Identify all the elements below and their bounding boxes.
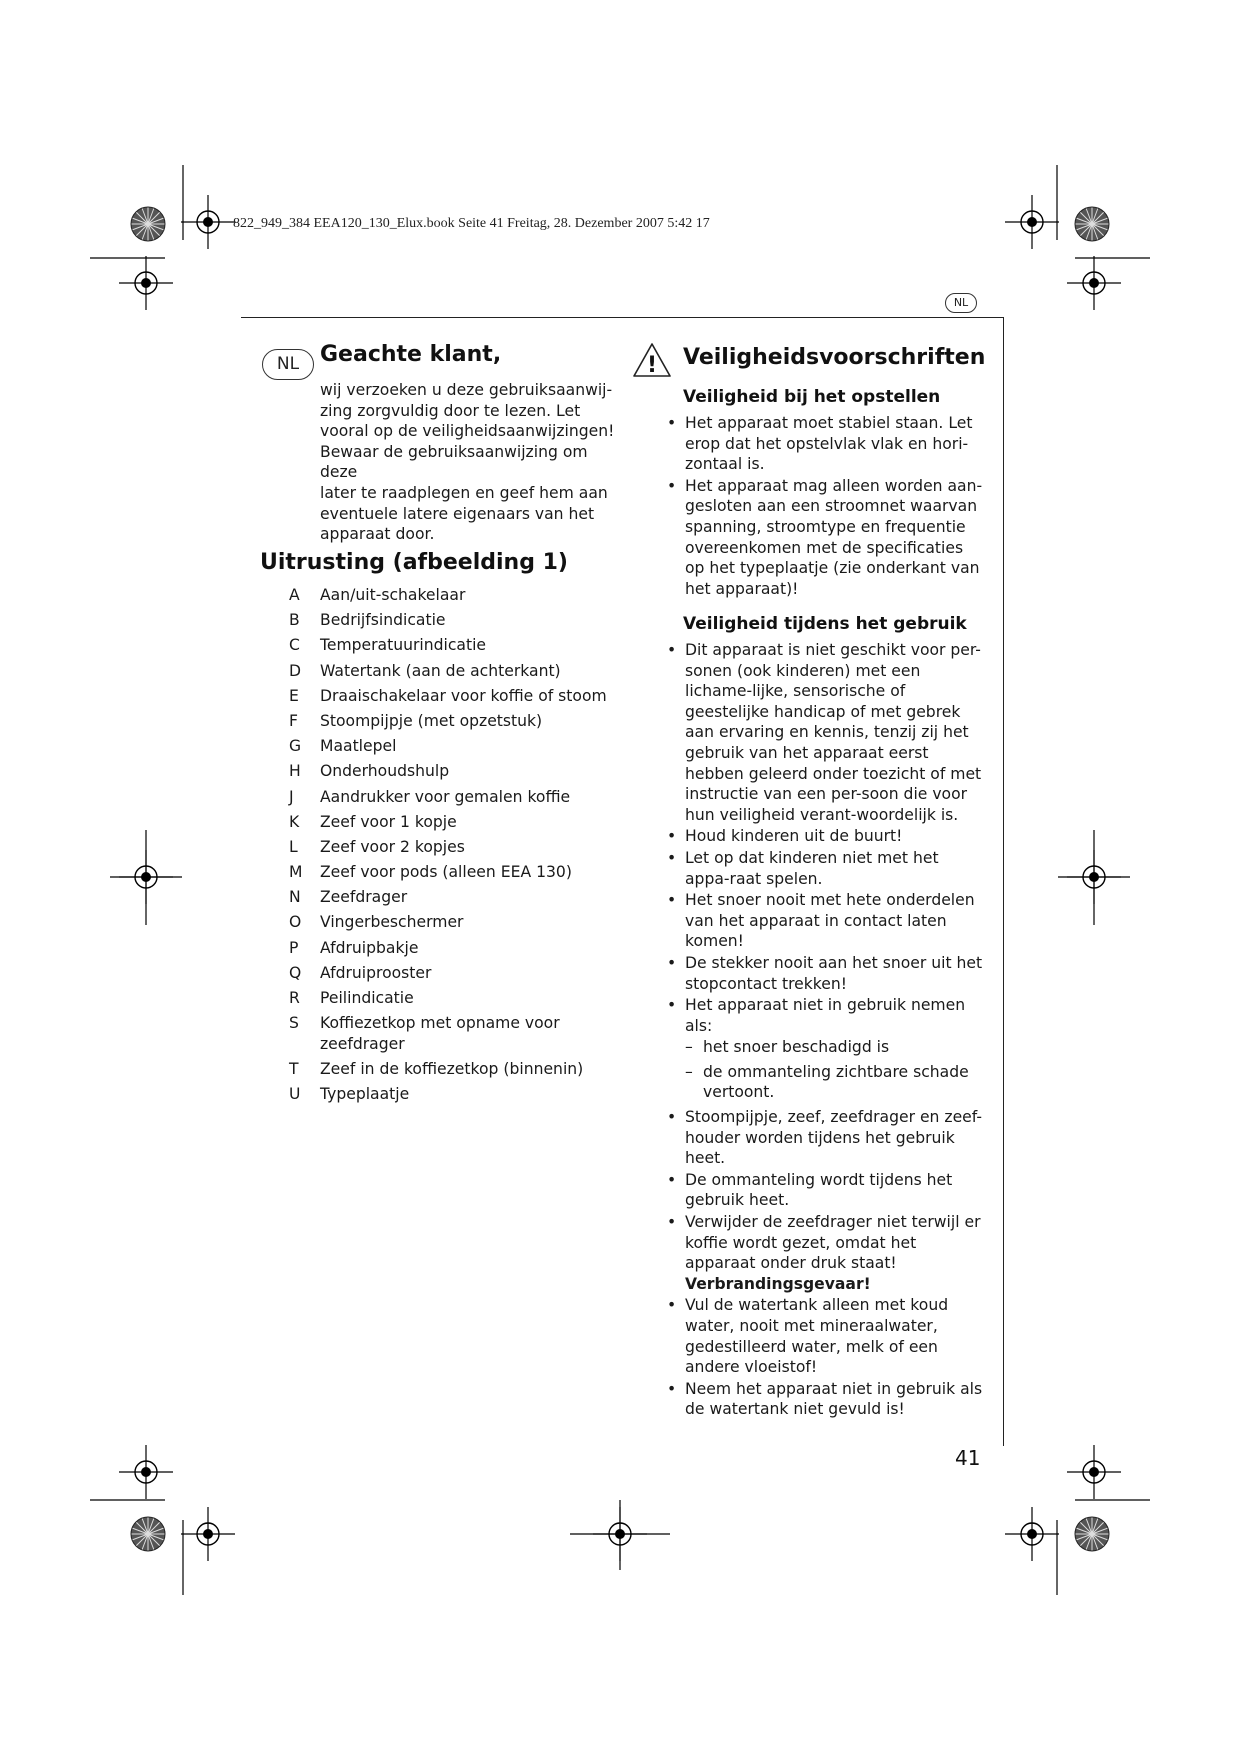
equipment-letter: Q <box>289 963 302 982</box>
equipment-list <box>289 585 629 1109</box>
burn-warning: Verbrandingsgevaar! <box>685 1274 871 1293</box>
safety-bullet: • Het apparaat mag alleen worden aan-gesloten aan een stroomnet waarvan spanning, stroomtype en frequentie overeenkomen met de specificaties op het typeplaatje (zie onderkant van het apparaat)! <box>665 476 985 600</box>
equipment-item <box>289 761 629 782</box>
equipment-letter: U <box>289 1085 301 1104</box>
safety-bullet: • De stekker nooit aan het snoer uit het stopcontact trekken! <box>665 953 985 994</box>
equipment-letter: T <box>289 1059 299 1078</box>
intro-paragraph <box>320 380 620 545</box>
equipment-item <box>289 938 629 959</box>
equipment-text: Aandrukker voor gemalen koffie <box>320 787 571 806</box>
equipment-item <box>289 585 629 606</box>
equipment-item <box>289 1084 629 1105</box>
equipment-letter: A <box>289 586 300 604</box>
equipment-letter: C <box>289 636 300 655</box>
safety-bullet: • Neem het apparaat niet in gebruik als de watertank niet gevuld is! <box>665 1379 985 1420</box>
equipment-text: Zeefdrager <box>320 888 408 907</box>
safety-bullet <box>665 995 985 1103</box>
greeting-title: Geachte klant, <box>320 342 502 367</box>
equipment-text: Koffiezetkop met opname voor zeefdrager <box>320 1014 560 1053</box>
equipment-text: Stoompijpje (met opzetstuk) <box>320 711 543 730</box>
equipment-item <box>289 711 629 732</box>
equipment-text: Onderhoudshulp <box>320 762 450 781</box>
equipment-letter: F <box>289 711 298 730</box>
equipment-item <box>289 686 629 707</box>
equipment-text: Peilindicatie <box>320 989 414 1007</box>
top-rule <box>241 317 1003 318</box>
sub-item: – de ommanteling zichtbare schade vertoont. <box>685 1062 985 1103</box>
sub-item: – het snoer beschadigd is <box>685 1037 985 1058</box>
safety-bullet-text: Het apparaat niet in gebruik nemen als: <box>685 996 966 1035</box>
equipment-item <box>289 887 629 908</box>
equipment-letter: D <box>289 661 302 680</box>
page-number: 41 <box>955 1446 981 1470</box>
equipment-text: Bedrijfsindicatie <box>320 611 446 630</box>
equipment-text: Zeef in de koffiezetkop (binnenin) <box>320 1059 584 1078</box>
equipment-text: Maatlepel <box>320 737 397 756</box>
equipment-item <box>289 812 629 833</box>
equipment-item <box>289 787 629 808</box>
equipment-text: Watertank (aan de achterkant) <box>320 661 561 680</box>
equipment-letter: M <box>289 863 303 882</box>
equipment-item <box>289 1059 629 1080</box>
intro-line: apparaat door. <box>320 525 435 544</box>
equipment-item <box>289 912 629 933</box>
safety-bullet <box>665 1212 985 1294</box>
equipment-letter: P <box>289 938 299 957</box>
intro-line: vooral op de veiligheidsaanwijzingen! <box>320 422 615 441</box>
equipment-text: Afdruipbakje <box>320 938 419 957</box>
safety-bullet: • De ommanteling wordt tijdens het gebruik heet. <box>665 1170 985 1211</box>
equipment-text: Zeef voor 1 kopje <box>320 812 457 831</box>
equipment-letter: S <box>289 1014 299 1033</box>
safety-bullet-text: Verwijder de zeefdrager niet terwijl er koffie wordt gezet, omdat het apparaat onder druk staat! <box>685 1213 981 1273</box>
equipment-text: Temperatuurindicatie <box>320 636 487 655</box>
right-rule <box>1003 317 1004 1446</box>
equipment-text: Afdruiprooster <box>320 963 432 982</box>
equipment-text: Draaischakelaar voor koffie of stoom <box>320 686 607 705</box>
safety-bullet: • Stoompijpje, zeef, zeefdrager en zeef-houder worden tijdens het gebruik heet. <box>665 1107 985 1169</box>
equipment-letter: N <box>289 888 301 907</box>
sub-list <box>685 1037 985 1103</box>
warning-symbol: ! <box>646 353 658 378</box>
equipment-text: Aan/uit-schakelaar <box>320 586 466 604</box>
intro-line: zing zorgvuldig door te lezen. Let <box>320 401 581 420</box>
equipment-letter: B <box>289 611 300 630</box>
intro-line: Bewaar de gebruiksaanwijzing om deze <box>320 442 588 482</box>
equipment-letter: G <box>289 737 302 756</box>
equipment-text: Typeplaatje <box>320 1085 410 1104</box>
equipment-letter: O <box>289 913 302 932</box>
equipment-item <box>289 635 629 656</box>
safety-title: Veiligheidsvoorschriften <box>683 345 986 370</box>
equipment-letter: K <box>289 812 300 831</box>
equipment-item <box>289 988 629 1009</box>
setup-section-title: Veiligheid bij het opstellen <box>683 387 941 407</box>
use-safety-list <box>665 640 985 1421</box>
use-section-title: Veiligheid tijdens het gebruik <box>683 614 967 634</box>
equipment-title: Uitrusting (afbeelding 1) <box>260 550 568 575</box>
equipment-item <box>289 1013 629 1054</box>
equipment-letter: R <box>289 989 300 1007</box>
equipment-letter: J <box>289 787 294 806</box>
setup-safety-list <box>665 413 985 600</box>
equipment-item <box>289 862 629 883</box>
equipment-item <box>289 837 629 858</box>
language-tab-badge: NL <box>945 293 977 313</box>
safety-bullet: • Dit apparaat is niet geschikt voor per-sonen (ook kinderen) met een lichame-lijke, sensorische of geestelijke handicap of met gebrek aan ervaring en kennis, tenzij zij het gebruik van het apparaat eerst hebben geleerd onder toezicht of met instructie van een per-soon die voor hun veiligheid verant-woordelijk is. <box>665 640 985 825</box>
intro-line: wij verzoeken u deze gebruiksaanwij- <box>320 381 613 399</box>
safety-bullet: • Het apparaat moet stabiel staan. Let erop dat het opstelvlak vlak en hori-zontaal is. <box>665 413 985 475</box>
equipment-text: Vingerbeschermer <box>320 913 464 932</box>
equipment-letter: E <box>289 686 299 705</box>
equipment-item <box>289 661 629 682</box>
equipment-item <box>289 963 629 984</box>
safety-bullet: • Het snoer nooit met hete onderdelen van het apparaat in contact laten komen! <box>665 890 985 952</box>
equipment-letter: H <box>289 762 301 781</box>
safety-bullet: • Houd kinderen uit de buurt! <box>665 826 985 847</box>
printer-header: 822_949_384 EEA120_130_Elux.book Seite 41 Freitag, 28. Dezember 2007 5:42 17 <box>233 216 710 231</box>
equipment-item <box>289 610 629 631</box>
intro-line: eventuele latere eigenaars van het <box>320 504 595 523</box>
equipment-text: Zeef voor 2 kopjes <box>320 837 465 856</box>
safety-bullet: • Vul de watertank alleen met koud water, nooit met mineraalwater, gedestilleerd water, melk of een andere vloeistof! <box>665 1295 985 1377</box>
language-marker: NL <box>262 349 314 380</box>
equipment-item <box>289 736 629 757</box>
intro-line: later te raadplegen en geef hem aan <box>320 483 608 502</box>
safety-bullet: • Let op dat kinderen niet met het appa-raat spelen. <box>665 848 985 889</box>
equipment-text: Zeef voor pods (alleen EEA 130) <box>320 863 572 882</box>
warning-triangle-icon <box>632 342 672 378</box>
equipment-letter: L <box>289 837 298 856</box>
